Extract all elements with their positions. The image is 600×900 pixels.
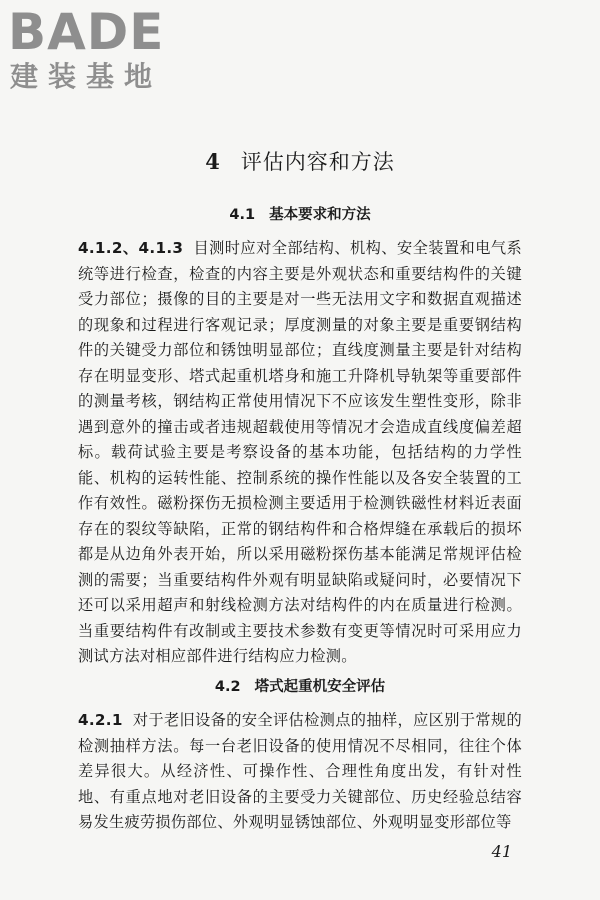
logo (8, 4, 164, 94)
paragraph-4-2-1 (78, 708, 522, 836)
logo-subtitle: 建装基地 (10, 60, 163, 93)
paragraph-text: 对于老旧设备的安全评估检测点的抽样，应区别于常规的检测抽样方法。每一台老旧设备的使用情况不尽相同，往往个体差异很大。从经济性、可操作性、合理性角度出发，有针对性地、有重点地对老旧设备的主要受力关键部位、历史经验总结容易发生疲劳损伤部位、外观明显锈蚀部位、外观明显变形部位等 (78, 711, 522, 831)
page-number: 41 (491, 842, 512, 861)
paragraph-4-1-2 (78, 236, 522, 670)
logo-mark: BADE (8, 3, 165, 61)
clause-number: 4.1.2、4.1.3 (78, 239, 184, 257)
paragraph-text: 目测时应对全部结构、机构、安全装置和电气系统等进行检查，检查的内容主要是外观状态和重要结构件的关键受力部位；摄像的目的主要是对一些无法用文字和数据直观描述的现象和过程进行客观记录；厚度测量的对象主要是重要钢结构件的关键受力部位和锈蚀明显部位；直线度测量主要是针对结构存在明显变形、塔式起重机塔身和施工升降机导轨架等重要部件的测量考核，钢结构正常使用情况下不应该发生塑性变形，除非遇到意外的撞击或者违规超载使用等情况才会造成直线度偏差超标。载荷试验主要是考察设备的基本功能，包括结构的力学性能、机构的运转性能、控制系统的操作性能以及各安全装置的工作有效性。磁粉探伤无损检测主要适用于检测铁磁性材料近表面存在的裂纹等缺陷，正常的钢结构件和合格焊缝在承载后的损坏都是从边角外表开始，所以采用磁粉探伤基本能满足常规评估检测的需要；当重要结构件外观有明显缺陷或疑问时，必要情况下还可以采用超声和射线检测方法对结构件的内在质量进行检测。当重要结构件有改制或主要技术参数有变更等情况时可采用应力测试方法对相应部件进行结构应力检测。 (78, 239, 522, 665)
section-title-text: 塔式起重机安全评估 (254, 679, 386, 695)
chapter-number: 4 (205, 149, 221, 174)
section-number: 4.2 (214, 679, 241, 695)
chapter-title (0, 146, 600, 176)
section-number: 4.1 (229, 207, 256, 223)
section-title-4-2 (0, 675, 600, 696)
section-title-text: 基本要求和方法 (269, 207, 371, 223)
clause-number: 4.2.1 (78, 711, 123, 729)
chapter-title-text: 评估内容和方法 (240, 150, 395, 174)
section-title-4-1 (0, 203, 600, 224)
